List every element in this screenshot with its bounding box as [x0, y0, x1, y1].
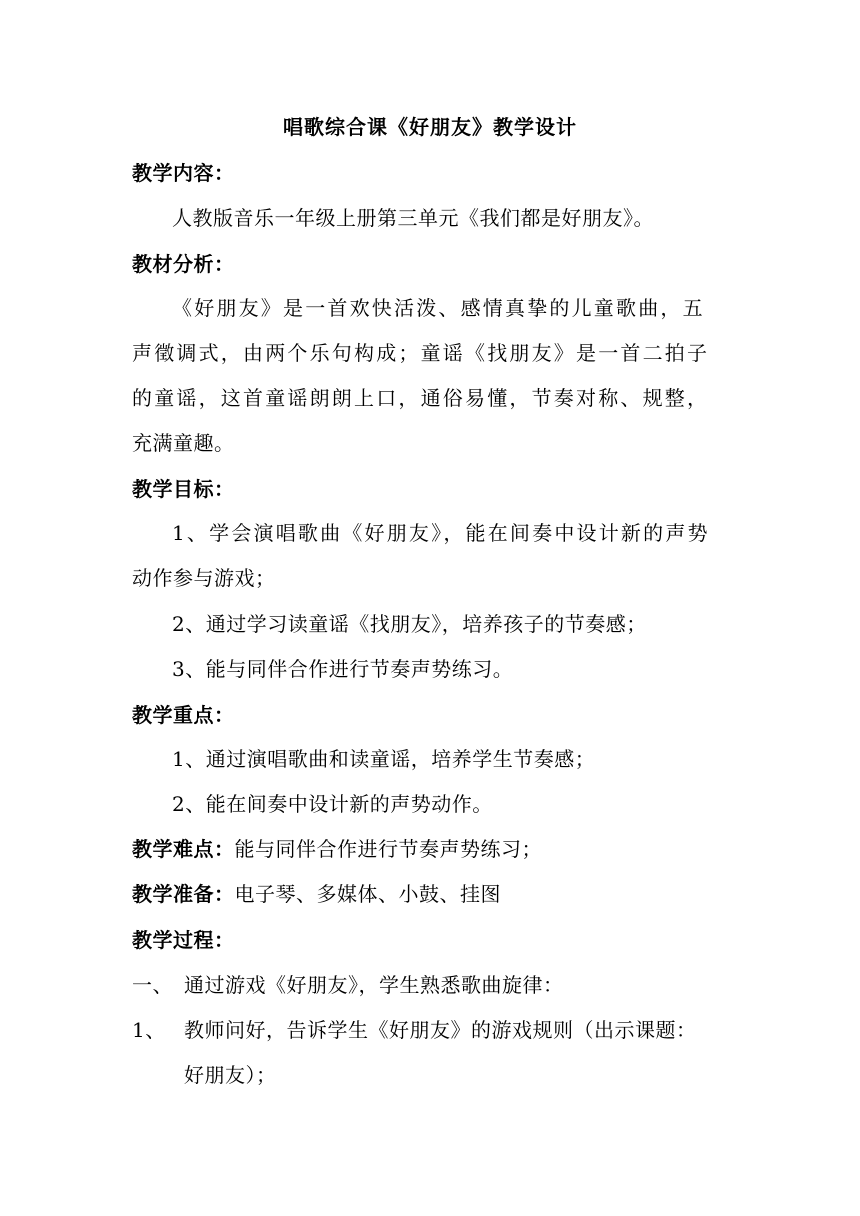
teaching-content-text: 人教版音乐一年级上册第三单元《我们都是好朋友》。: [172, 206, 654, 230]
preparation-label: 教学准备：: [132, 882, 235, 906]
analysis-line: 的童谣，这首童谣朗朗上口，通俗易懂，节奏对称、规整，: [132, 386, 710, 410]
goal-line: 3、能与同伴合作进行节奏声势练习。: [172, 657, 514, 681]
analysis-line: 声徵调式，由两个乐句构成；童谣《找朋友》是一首二拍子: [132, 341, 710, 365]
process-step-continuation: 好朋友）；: [184, 1063, 277, 1087]
heading-key-points: 教学重点：: [132, 703, 235, 727]
goal-line: 动作参与游戏；: [132, 566, 276, 590]
process-section-number: 一、: [132, 973, 173, 997]
difficulty-row: [132, 834, 542, 864]
goal-line: 2、通过学习读童谣《找朋友》，培养孩子的节奏感；: [172, 612, 647, 636]
process-section: [132, 970, 564, 1000]
key-point-line: 2、能在间奏中设计新的声势动作。: [172, 792, 493, 816]
analysis-line: 充满童趣。: [132, 431, 235, 455]
process-step: [132, 1015, 697, 1045]
heading-teaching-goals: 教学目标：: [132, 477, 235, 501]
difficulty-text: 能与同伴合作进行节奏声势练习；: [234, 837, 542, 861]
process-step-number: 1、: [132, 1018, 166, 1042]
heading-material-analysis: 教材分析：: [132, 252, 235, 276]
heading-teaching-content: 教学内容：: [132, 161, 235, 185]
difficulty-label: 教学难点：: [132, 837, 235, 861]
preparation-text: 电子琴、多媒体、小鼓、挂图: [234, 882, 501, 906]
process-section-text: 通过游戏《好朋友》，学生熟悉歌曲旋律：: [184, 973, 564, 997]
heading-teaching-process: 教学过程：: [132, 928, 235, 952]
goal-line: 1、学会演唱歌曲《好朋友》，能在间奏中设计新的声势: [172, 521, 710, 545]
analysis-line: 《好朋友》是一首欢快活泼、感情真挚的儿童歌曲，五: [172, 296, 705, 320]
preparation-row: [132, 879, 501, 909]
key-point-line: 1、通过演唱歌曲和读童谣，培养学生节奏感；: [172, 747, 596, 771]
process-step-text: 教师问好，告诉学生《好朋友》的游戏规则（出示课题：: [184, 1018, 697, 1042]
document-title: 唱歌综合课《好朋友》教学设计: [283, 115, 577, 139]
